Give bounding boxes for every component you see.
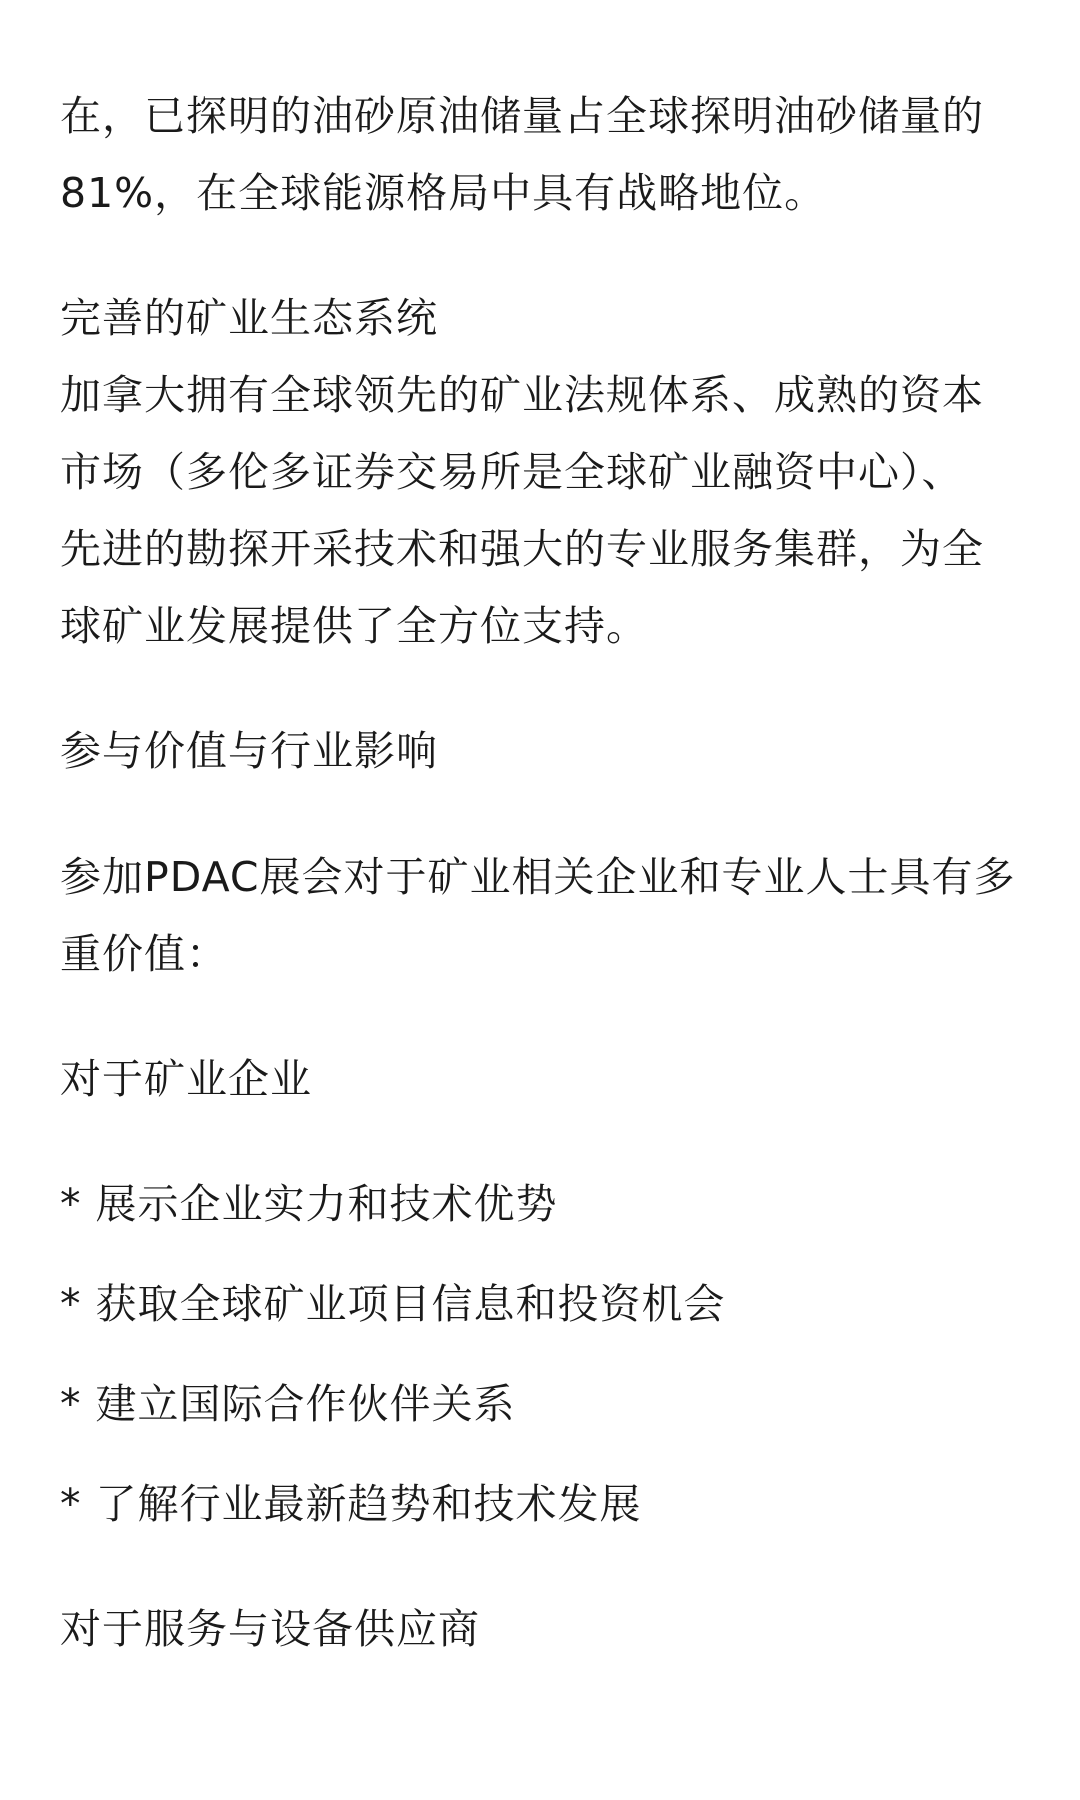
list-item: * 展示企业实力和技术优势 — [60, 1180, 558, 1228]
paragraph-value-line-2: 重价值： — [60, 930, 228, 978]
list-item: * 获取全球矿业项目信息和投资机会 — [60, 1280, 726, 1328]
paragraph-intro-line-2: 81%，在全球能源格局中具有战略地位。 — [60, 169, 827, 217]
paragraph-ecosystem-line-3: 先进的勘探开采技术和强大的专业服务集群，为全 — [60, 525, 984, 573]
paragraph-ecosystem-line-2: 市场（多伦多证券交易所是全球矿业融资中心）、 — [60, 448, 964, 496]
paragraph-ecosystem-line-4: 球矿业发展提供了全方位支持。 — [60, 602, 648, 650]
section-heading-ecosystem: 完善的矿业生态系统 — [60, 294, 438, 342]
section-heading-value: 参与价值与行业影响 — [60, 727, 438, 775]
paragraph-ecosystem-line-1: 加拿大拥有全球领先的矿业法规体系、成熟的资本 — [60, 371, 984, 419]
paragraph-intro-line-1: 在，已探明的油砂原油储量占全球探明油砂储量的 — [60, 92, 984, 140]
subheading-service-suppliers: 对于服务与设备供应商 — [60, 1605, 480, 1653]
subheading-mining-companies: 对于矿业企业 — [60, 1055, 312, 1103]
paragraph-value-line-1: 参加PDAC展会对于矿业相关企业和专业人士具有多 — [60, 853, 1016, 901]
list-item: * 建立国际合作伙伴关系 — [60, 1380, 516, 1428]
list-item: * 了解行业最新趋势和技术发展 — [60, 1480, 642, 1528]
